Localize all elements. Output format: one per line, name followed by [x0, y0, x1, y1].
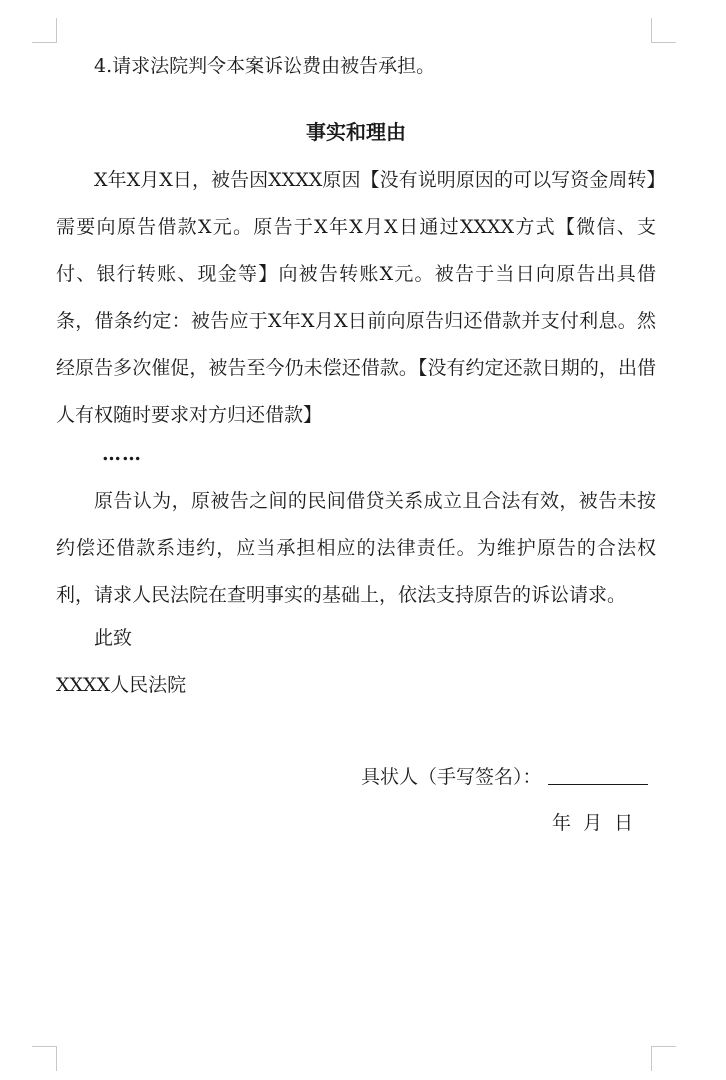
section-heading: 事实和理由 — [306, 120, 406, 144]
reason-paragraph: 原告认为，原被告之间的民间借贷关系成立且合法有效，被告未按约偿还借款系违约，应当承担相应的法律责任。为维护原告的合法权利，请求人民法院在查明事实的基础上，依法支持原告的诉讼请求。 — [56, 490, 656, 606]
closing-salutation: 此致 — [94, 627, 133, 649]
claim-item-4: 4.请求法院判令本案诉讼费由被告承担。 — [94, 55, 436, 77]
page-corner-mark-top-left — [32, 18, 57, 43]
signature-line[interactable] — [548, 764, 648, 785]
signature-row — [361, 754, 648, 801]
page-corner-mark-top-right — [651, 18, 676, 43]
signature-label: 具状人（手写签名）： — [361, 766, 542, 788]
facts-paragraph: X年X月X日，被告因XXXX原因【没有说明原因的可以写资金周转】需要向原告借款X元。原告于X年X月X日通过XXXX方式【微信、支付、银行转账、现金等】向被告转账X元。被告于当日向原告出具借条，借条约定：被告应于X年X月X日前向原告归还借款并支付利息。然经原告多次催促，被告至今仍未偿还借款。【没有约定还款日期的，出借人有权随时要求对方归还借款】 — [56, 169, 656, 426]
ellipsis: …… — [102, 443, 142, 465]
court-name: XXXX人民法院 — [56, 674, 187, 696]
page-corner-mark-bottom-right — [651, 1046, 676, 1071]
date-line: 年 月 日 — [552, 812, 634, 834]
page-corner-mark-bottom-left — [32, 1046, 57, 1071]
